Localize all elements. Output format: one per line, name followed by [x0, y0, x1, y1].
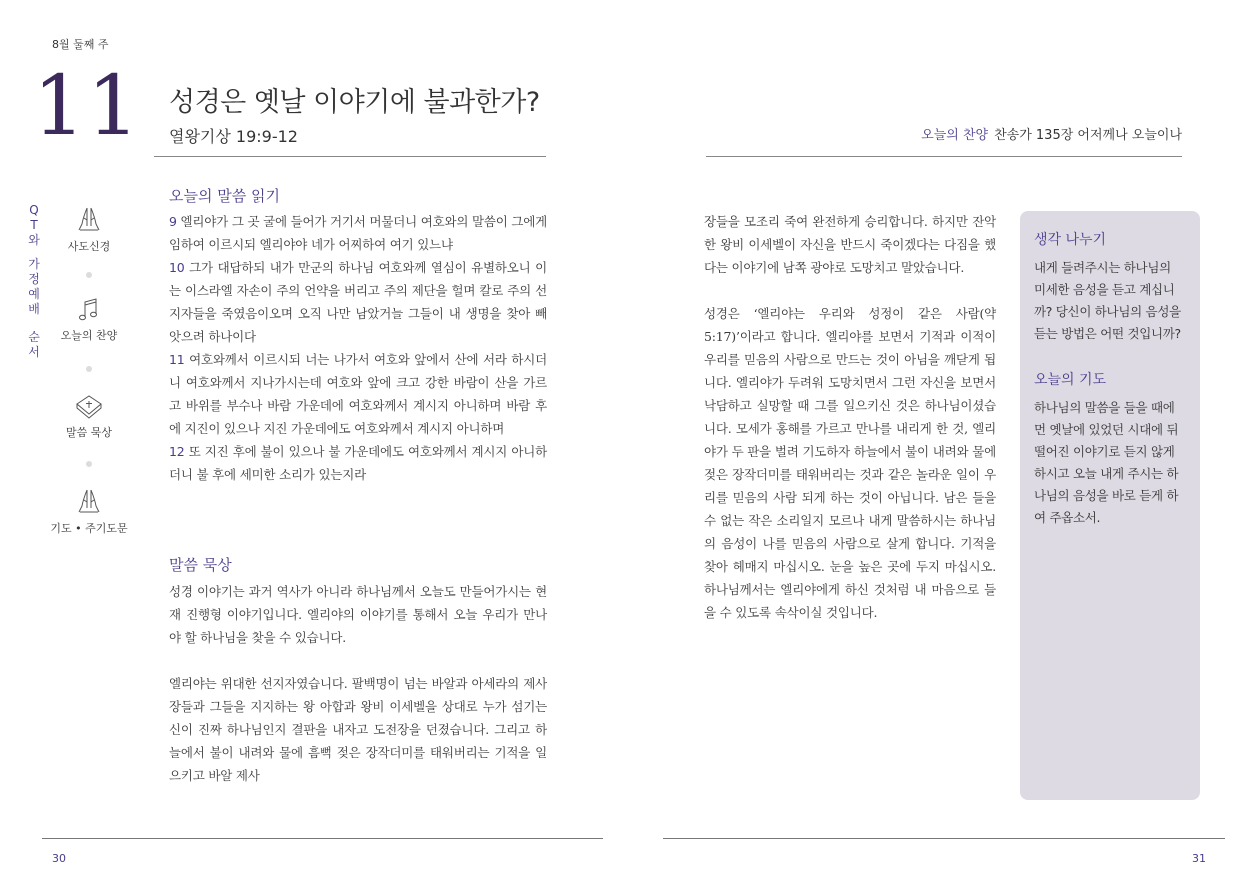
prayer-text: 하나님의 말씀을 들을 때에 먼 옛날에 있었던 시대에 뒤떨어진 이야기로 듣지 않게 하시고 오늘 내게 주시는 하나님의 음성을 바로 듣게 하여 주옵소서.: [1034, 400, 1179, 525]
scripture-reference: 열왕기상 19:9-12: [169, 127, 298, 146]
paragraph: 엘리야는 위대한 선지자였습니다. 팔백명이 넘는 바알과 아세라의 제사장들과 그들을 지지하는 왕 아합과 왕비 이세벨을 상대로 누가 섬기는 신이 진짜 하나님인지 결판을 내자고 도전장을 던졌습니다. 그리고 하늘에서 불이 내려와 물에 흠뻑 젖은 장작더미를 태워버리는 기적을 일으키고 바알 제사: [169, 676, 547, 783]
day-number: 11: [33, 59, 142, 154]
praying-hands-icon: [74, 486, 104, 516]
qt-step-label: 기도 • 주기도문: [50, 522, 128, 535]
qt-char: 예: [28, 287, 40, 301]
page-title: 성경은 옛날 이야기에 불과한가?: [169, 87, 540, 118]
hymn-label: 오늘의 찬양: [921, 128, 989, 143]
todays-hymn: [921, 124, 1182, 143]
share-text: 내게 들려주시는 하나님의 미세한 음성을 듣고 계십니까? 당신이 하나님의 음성을 듣는 방법은 어떤 것입니까?: [1034, 260, 1181, 341]
verse: [169, 210, 547, 256]
scripture-text: [169, 210, 547, 486]
reading-heading: 오늘의 말씀 읽기: [169, 187, 280, 205]
verse: [169, 256, 547, 348]
page-number-left: 30: [52, 852, 66, 865]
bible-icon: [73, 392, 105, 420]
step-separator-dot: [86, 272, 92, 278]
praying-hands-icon: [74, 204, 104, 234]
qt-char: 순: [28, 330, 40, 344]
prayer-heading: 오늘의 기도: [1034, 372, 1107, 388]
paragraph: 성경은 ‘엘리야는 우리와 성정이 같은 사람(약 5:17)’이라고 합니다. 엘리야를 보면서 기적과 이적이 우리를 믿음의 사람으로 만드는 것이 아님을 깨닫게 됩니다. 엘리야가 두려워 도망치면서 그런 자신을 보면서 낙담하고 실망할 때 그를 일으키신 것은 하나님이셨습니다. 모세가 홍해를 가르고 만나를 내리게 한 것, 엘리야가 두 판을 벌려 기도하자 하늘에서 불이 내려와 물에 젖은 장작더미를 태워버리는 것과 같은 놀라운 일이 우리를 믿음의 사람 되게 하는 것이 아닙니다. 남은 들을 수 없는 작은 소리일지 모르나 내게 말씀하시는 하나님의 음성이 나를 믿음의 사람으로 살게 합니다. 기적을 찾아 헤매지 마십시오. 눈을 높은 곳에 두지 마십시오. 하나님께서는 엘리야에게 하신 것처럼 내 마음으로 들을 수 있도록 속삭이실 것입니다.: [704, 306, 996, 620]
qt-char: 서: [28, 345, 40, 359]
qt-step-prayer: [44, 486, 134, 536]
verse-text: 여호와께서 이르시되 너는 나가서 여호와 앞에서 산에 서라 하시더니 여호와께서 지나가시는데 여호와 앞에 크고 강한 바람이 산을 가르고 바위를 부수나 바람 가운데에 여호와께서 계시지 아니하며 바람 후에 지진이 있으나 지진 가운데에도 여호와께서 계시지 아니하며: [169, 352, 547, 436]
qt-step-hymn: [44, 297, 134, 343]
hymn-text: 찬송가 135장 어저께나 오늘이나: [994, 128, 1182, 143]
step-separator-dot: [86, 461, 92, 467]
qt-char: 정: [28, 272, 40, 286]
right-bottom-divider: [663, 838, 1225, 839]
qt-step-label: 사도신경: [67, 240, 111, 253]
verse: [169, 348, 547, 440]
verse: [169, 440, 547, 486]
qt-char: T: [30, 218, 38, 232]
verse-number: 9: [169, 214, 177, 229]
paragraph: 성경 이야기는 과거 역사가 아니라 하나님께서 오늘도 만들어가시는 현재 진행형 이야기입니다. 엘리야의 이야기를 통해서 오늘 우리가 만나야 할 하나님을 찾을 수 있습니다.: [169, 584, 547, 645]
left-top-divider: [154, 156, 546, 157]
meditation-text-left: [169, 580, 547, 810]
step-separator-dot: [86, 366, 92, 372]
qt-char: Q: [29, 203, 39, 217]
share-heading: 생각 나누기: [1034, 232, 1107, 248]
qt-step-meditation: [44, 392, 134, 440]
music-note-icon: [74, 297, 104, 323]
qt-char: 와: [28, 233, 40, 247]
week-label: 8월 둘째 주: [52, 38, 109, 51]
right-top-divider: [706, 156, 1182, 157]
left-bottom-divider: [42, 838, 603, 839]
qt-char: 배: [28, 302, 40, 316]
meditation-text-right: [704, 210, 996, 647]
verse-number: 12: [169, 444, 185, 459]
meditation-heading: 말씀 묵상: [169, 556, 232, 574]
page-number-right: 31: [1192, 852, 1206, 865]
qt-step-label: 말씀 묵상: [65, 426, 112, 439]
paragraph: 장들을 모조리 죽여 완전하게 승리합니다. 하지만 잔악한 왕비 이세벨이 자신을 반드시 죽이겠다는 다짐을 했다는 이야기에 남쪽 광야로 도망치고 말았습니다.: [704, 214, 996, 275]
qt-order-vertical-label: [27, 203, 41, 360]
qt-char: 가: [28, 257, 40, 271]
qt-step-creed: [44, 204, 134, 254]
verse-text: 그가 대답하되 내가 만군의 하나님 여호와께 열심이 유별하오니 이는 이스라엘 자손이 주의 언약을 버리고 주의 제단을 헐며 칼로 주의 선지자들을 죽였음이오며 오직 나만 남았거늘 그들이 내 생명을 찾아 빼앗으려 하나이다: [169, 260, 547, 344]
verse-number: 10: [169, 260, 185, 275]
reflection-sidebar: [1020, 211, 1200, 800]
verse-text: 또 지진 후에 불이 있으나 불 가운데에도 여호와께서 계시지 아니하더니 불 후에 세미한 소리가 있는지라: [169, 444, 547, 482]
verse-number: 11: [169, 352, 185, 367]
verse-text: 엘리야가 그 곳 굴에 들어가 거기서 머물더니 여호와의 말씀이 그에게 임하여 이르시되 엘리야야 네가 어찌하여 여기 있느냐: [169, 214, 548, 252]
qt-step-label: 오늘의 찬양: [60, 329, 118, 342]
